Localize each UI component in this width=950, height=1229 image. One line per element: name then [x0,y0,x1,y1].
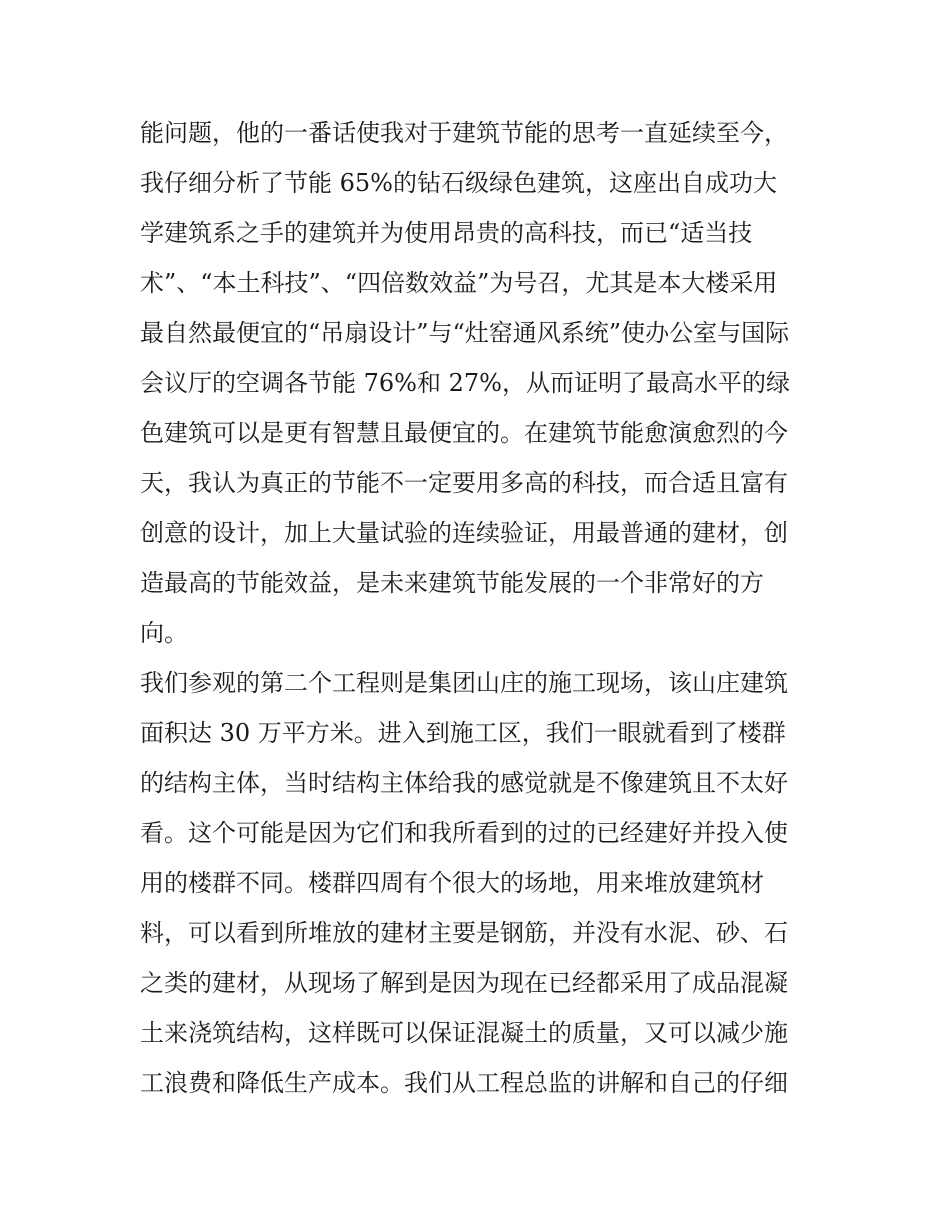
text-line: 造最高的节能效益，是未来建筑节能发展的一个非常好的方 [140,569,764,597]
text-line: 创意的设计，加上大量试验的连续验证，用最普通的建材，创 [140,519,788,547]
text-line: 我仔细分析了节能 65%的钻石级绿色建筑，这座出自成功大 [140,169,777,197]
text-line: 面积达 30 万平方米。进入到施工区，我们一眼就看到了楼群 [140,719,786,747]
text-line: 土来浇筑结构，这样既可以保证混凝土的质量，又可以减少施 [140,1019,788,1047]
text-line: 用的楼群不同。楼群四周有个很大的场地，用来堆放建筑材 [140,869,764,897]
text-line: 料，可以看到所堆放的建材主要是钢筋，并没有水泥、砂、石 [140,919,788,947]
text-line: 色建筑可以是更有智慧且最便宜的。在建筑节能愈演愈烈的今 [140,419,788,447]
text-line: 会议厅的空调各节能 76%和 27%，从而证明了最高水平的绿 [140,369,790,397]
text-line: 术”、“本土科技”、“四倍数效益”为号召，尤其是本大楼采用 [140,269,778,297]
text-line: 的结构主体，当时结构主体给我的感觉就是不像建筑且不太好 [140,769,788,797]
text-line: 天，我认为真正的节能不一定要用多高的科技，而合适且富有 [140,469,788,497]
text-line: 之类的建材，从现场了解到是因为现在已经都采用了成品混凝 [140,969,788,997]
text-line: 向。 [140,619,188,647]
text-line: 最自然最便宜的“吊扇设计”与“灶窑通风系统”使办公室与国际 [140,319,790,347]
body-text [140,108,820,1108]
text-line: 能问题，他的一番话使我对于建筑节能的思考一直延续至今， [140,119,788,147]
text-line: 学建筑系之手的建筑并为使用昂贵的高科技，而已“适当技 [140,219,753,247]
text-line: 看。这个可能是因为它们和我所看到的过的已经建好并投入使 [140,819,788,847]
text-line: 工浪费和降低生产成本。我们从工程总监的讲解和自己的仔细 [140,1069,788,1097]
text-line: 我们参观的第二个工程则是集团山庄的施工现场，该山庄建筑 [140,669,788,697]
